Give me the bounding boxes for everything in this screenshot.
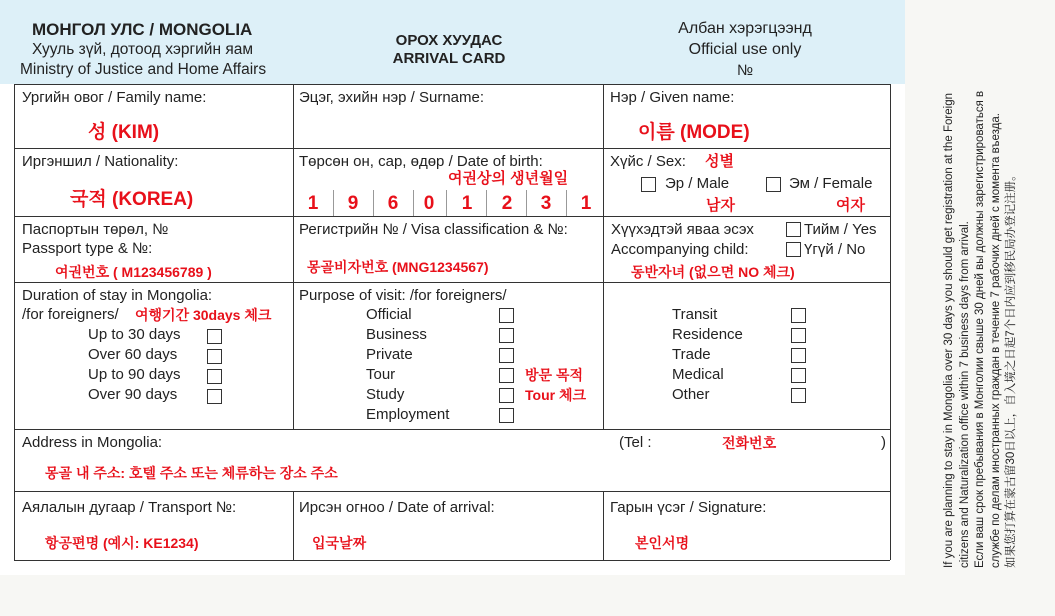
sex-annotation: 성별 <box>705 153 734 170</box>
side-note-line: Если ваш срок пребывания в Монголии свыше 30 дней вы должны зарегистрироваться в <box>974 90 986 568</box>
purpose-checkbox[interactable] <box>499 348 514 363</box>
dob-annotation: 여권상의 생년월일 <box>448 170 569 187</box>
purpose-label: Purpose of visit: /for foreigners/ <box>299 287 507 304</box>
grid-line <box>293 491 294 560</box>
side-note <box>942 8 1037 568</box>
stay-checkbox[interactable] <box>207 369 222 384</box>
grid-line <box>293 84 294 429</box>
transport-label: Аялалын дугаар / Transport №: <box>22 499 237 516</box>
signature-annotation: 본인서명 <box>635 535 690 551</box>
transport-annotation: 항공편명 (예시: KE1234) <box>45 535 199 551</box>
dob-digit: 1 <box>307 193 319 214</box>
grid-line <box>603 84 604 429</box>
family-name-annotation: 성 (KIM) <box>88 122 160 143</box>
official-use-en: Official use only <box>688 41 802 58</box>
passport-annotation: 여권번호 ( M123456789 ) <box>55 264 212 280</box>
child-label-mn: Хүүхэдтэй явaa эсэх <box>611 221 754 238</box>
male-checkbox[interactable] <box>641 177 656 192</box>
purpose-option: Trade <box>672 346 711 363</box>
purpose-option: Residence <box>672 326 743 343</box>
purpose-option: Other <box>672 386 710 403</box>
passport-label-mn: Паспортын төрөл, № <box>22 221 169 238</box>
purpose-checkbox[interactable] <box>499 308 514 323</box>
passport-label-en: Passport type & №: <box>22 240 153 257</box>
stay-option: Over 90 days <box>88 386 178 403</box>
visa-annotation: 몽골비자번호 (MNG1234567) <box>307 259 489 275</box>
tel-close: ) <box>881 434 886 451</box>
purpose-option: Private <box>366 346 413 363</box>
dob-divider <box>413 190 414 216</box>
sex-label: Хүйс / Sex: <box>610 153 686 170</box>
card-title-en: ARRIVAL CARD <box>392 50 506 67</box>
purpose-checkbox[interactable] <box>791 308 806 323</box>
address-annotation: 몽골 내 주소: 호텔 주소 또는 체류하는 장소 주소 <box>45 465 338 481</box>
dob-divider <box>526 190 527 216</box>
grid-line <box>890 84 891 560</box>
male-annotation: 남자 <box>706 197 735 214</box>
grid-line <box>603 491 604 560</box>
side-note-line: службе по делам иностранных граждан в течение 7 рабочих дней с момента въезда. <box>989 113 1002 568</box>
arrival-date-label: Ирсэн огноо / Date of arrival: <box>299 499 495 516</box>
female-label: Эм / Female <box>789 175 873 192</box>
purpose-option: Transit <box>672 306 718 323</box>
purpose-checkbox[interactable] <box>791 328 806 343</box>
dob-divider <box>566 190 567 216</box>
side-note-line: citizens and Naturalization office within 7 business days from arrival. <box>958 221 971 568</box>
grid-line <box>14 560 890 561</box>
nationality-annotation: 국적 (KOREA) <box>70 189 194 210</box>
purpose-checkbox[interactable] <box>499 328 514 343</box>
official-use-number: № <box>736 62 754 79</box>
grid-line <box>14 84 890 85</box>
male-label: Эр / Male <box>665 175 730 192</box>
arrival-annotation: 입국날짜 <box>312 535 367 551</box>
visa-label: Регистрийн № / Visa classification & №: <box>299 221 568 238</box>
dob-digit: 3 <box>540 193 552 214</box>
purpose-annotation-2: Tour 체크 <box>525 387 587 403</box>
family-name-label: Ургийн овог / Family name: <box>22 89 207 106</box>
child-label-en: Accompanying child: <box>611 241 749 258</box>
grid-line <box>14 84 15 560</box>
surname-label: Эцэг, эхийн нэр / Surname: <box>299 89 485 106</box>
tel-label: (Tel : <box>619 434 652 451</box>
child-no-label: Үгүй / No <box>804 241 866 258</box>
purpose-annotation-1: 방문 목적 <box>525 367 583 383</box>
dob-label: Төрсөн он, сар, өдөр / Date of birth: <box>299 153 543 170</box>
purpose-checkbox[interactable] <box>499 368 514 383</box>
side-note-line: If you are planning to stay in Mongolia over 30 days you should get registration at the Foreign <box>943 93 955 568</box>
nationality-label: Иргэншил / Nationality: <box>22 153 179 170</box>
given-name-label: Нэр / Given name: <box>610 89 735 106</box>
given-name-annotation: 이름 (MODE) <box>638 122 750 143</box>
address-label: Address in Mongolia: <box>22 434 163 451</box>
dob-divider <box>333 190 334 216</box>
dob-digit: 0 <box>423 193 435 214</box>
grid-line <box>14 216 890 217</box>
grid-line <box>14 491 890 492</box>
stay-checkbox[interactable] <box>207 389 222 404</box>
dob-digit: 1 <box>461 193 473 214</box>
purpose-checkbox[interactable] <box>791 368 806 383</box>
child-annotation: 동반자녀 (없으면 NO 체크) <box>631 264 795 280</box>
purpose-checkbox[interactable] <box>791 388 806 403</box>
grid-line <box>14 282 890 283</box>
card-title-mn: ОРОХ ХУУДАС <box>395 32 503 49</box>
country-title: МОНГОЛ УЛС / MONGOLIA <box>32 20 253 39</box>
purpose-checkbox[interactable] <box>791 348 806 363</box>
dob-divider <box>486 190 487 216</box>
grid-line <box>14 148 890 149</box>
child-yes-checkbox[interactable] <box>786 222 801 237</box>
female-checkbox[interactable] <box>766 177 781 192</box>
purpose-option: Official <box>366 306 412 323</box>
child-no-checkbox[interactable] <box>786 242 801 257</box>
purpose-option: Medical <box>672 366 724 383</box>
official-use-mn: Албан хэрэгцээнд <box>678 20 812 37</box>
purpose-checkbox[interactable] <box>499 408 514 423</box>
female-annotation: 여자 <box>836 197 865 214</box>
stay-option: Up to 90 days <box>88 366 181 383</box>
stay-checkbox[interactable] <box>207 349 222 364</box>
dob-divider <box>373 190 374 216</box>
dob-digit: 9 <box>347 193 359 214</box>
duration-sublabel: /for foreigners/ <box>22 306 119 323</box>
purpose-checkbox[interactable] <box>499 388 514 403</box>
purpose-option: Tour <box>366 366 396 383</box>
child-yes-label: Тийм / Yes <box>804 221 877 238</box>
purpose-option: Business <box>366 326 427 343</box>
dob-digit: 1 <box>580 193 592 214</box>
tel-annotation: 전화번호 <box>722 435 777 451</box>
stay-checkbox[interactable] <box>207 329 222 344</box>
stay-option: Over 60 days <box>88 346 178 363</box>
grid-line <box>14 429 890 430</box>
side-note-line: 如果您打算在蒙古留30日以上，自入境之日起7个日内应到移民局办登记注册。 <box>1005 169 1017 568</box>
purpose-option: Study <box>366 386 405 403</box>
ministry-en: Ministry of Justice and Home Affairs <box>20 61 267 78</box>
dob-digit: 2 <box>501 193 513 214</box>
ministry-mn: Хууль зүй, дотоод хэргийн яам <box>32 41 253 58</box>
stay-option: Up to 30 days <box>88 326 181 343</box>
dob-digit: 6 <box>387 193 399 214</box>
signature-label: Гарын үсэг / Signature: <box>610 499 767 516</box>
purpose-option: Employment <box>366 406 450 423</box>
duration-annotation: 여행기간 30days 체크 <box>135 307 272 323</box>
dob-divider <box>446 190 447 216</box>
duration-label: Duration of stay in Mongolia: <box>22 287 213 304</box>
